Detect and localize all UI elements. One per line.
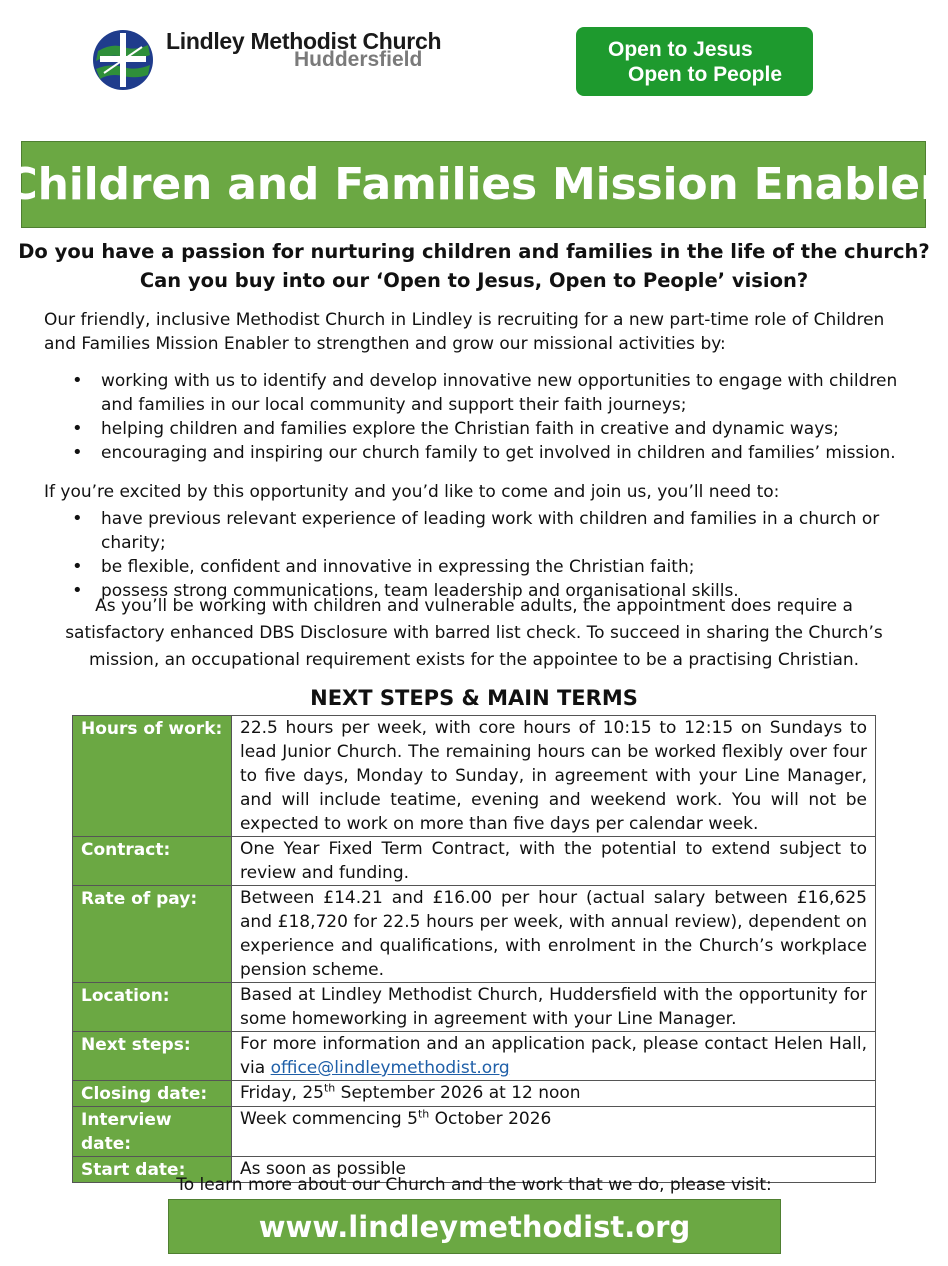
next-steps-value [232, 1032, 876, 1081]
interview-date-pre: Week commencing 5 [240, 1109, 418, 1129]
list-item: • encouraging and inspiring our church family to get involved in children and families’ mission. [72, 441, 922, 465]
table-row [73, 1081, 876, 1107]
church-place: Huddersfield [294, 48, 423, 71]
hours-label: Hours of work: [73, 716, 232, 837]
church-logo [88, 26, 528, 96]
table-row [73, 1107, 876, 1157]
list-item: • possess strong communications, team leadership and organisational skills. [72, 579, 922, 603]
closing-date-label: Closing date: [73, 1081, 232, 1107]
table-row [73, 716, 876, 837]
dbs-note: As you’ll be working with children and vulnerable adults, the appointment does require a satisfactory enhanced DBS Disclosure with barred list check. To succeed in sharing the Church’s mission, an occupational requirement exists for the appointee to be a practising Christian. [65, 596, 883, 670]
start-date-label: Start date: [73, 1157, 232, 1183]
page-title: Children and Families Mission Enabler [5, 159, 942, 210]
email-link[interactable]: office@lindleymethodist.org [270, 1058, 510, 1078]
pay-label: Rate of pay: [73, 886, 232, 983]
tagline-line-1: Open to Jesus [608, 38, 753, 61]
subheading-line-2: Can you buy into our ‘Open to Jesus, Open to People’ vision? [139, 269, 809, 292]
closing-date-post: September 2026 at 12 noon [335, 1083, 581, 1103]
next-steps-text: For more information and an application pack, please contact Helen Hall, via [240, 1034, 867, 1078]
interview-date-label: Interview date: [73, 1107, 232, 1157]
table-row [73, 1032, 876, 1081]
intro-paragraph: Our friendly, inclusive Methodist Church in Lindley is recruiting for a new part-time role of Children and Families Mission Enabler to strengthen and grow our missional activities by: [44, 310, 885, 354]
next-steps-label: Next steps: [73, 1032, 232, 1081]
closing-date-sup: th [323, 1081, 336, 1095]
location-value: Based at Lindley Methodist Church, Huddersfield with the opportunity for some homeworking in agreement with your Line Manager. [232, 983, 876, 1032]
website-url[interactable]: www.lindleymethodist.org [258, 1209, 691, 1244]
pay-value: Between £14.21 and £16.00 per hour (actual salary between £16,625 and £18,720 for 22.5 hours per week, with annual review), dependent on experience and qualifications, with enrolment in the Church’s workplace pension scheme. [232, 886, 876, 983]
terms-heading: NEXT STEPS & MAIN TERMS [310, 686, 638, 710]
list-item: • have previous relevant experience of leading work with children and families in a church or charity; [72, 507, 922, 555]
location-label: Location: [73, 983, 232, 1032]
list-item: • helping children and families explore the Christian faith in creative and dynamic ways; [72, 417, 922, 441]
website-banner[interactable] [168, 1199, 781, 1254]
subheading-line-1: Do you have a passion for nurturing children and families in the life of the church? [18, 240, 930, 263]
list-item: • be flexible, confident and innovative in expressing the Christian faith; [72, 555, 922, 579]
interview-date-post: October 2026 [429, 1109, 552, 1129]
requirements-intro: If you’re excited by this opportunity and you’d like to come and join us, you’ll need to: [44, 482, 780, 502]
church-name: Lindley Methodist Church [166, 28, 442, 54]
requirements-list [72, 507, 922, 603]
tagline-badge [576, 27, 813, 96]
contract-label: Contract: [73, 837, 232, 886]
methodist-cross-globe-icon [92, 29, 154, 91]
closing-date-value [232, 1081, 876, 1107]
activities-list [72, 369, 922, 465]
contract-value: One Year Fixed Term Contract, with the potential to extend subject to review and funding. [232, 837, 876, 886]
table-row [73, 886, 876, 983]
title-banner [5, 141, 942, 228]
tagline-line-2: Open to People [628, 63, 783, 86]
closing-date-pre: Friday, 25 [240, 1083, 324, 1103]
terms-table [72, 715, 876, 1183]
start-date-value: As soon as possible [232, 1157, 876, 1183]
learn-more-text: To learn more about our Church and the work that we do, please visit: [176, 1175, 772, 1195]
table-row [73, 837, 876, 886]
interview-date-value [232, 1107, 876, 1157]
hours-value: 22.5 hours per week, with core hours of 10:15 to 12:15 on Sundays to lead Junior Church. The remaining hours can be worked flexibly over four to five days, Monday to Sunday, in agreement with your Line Manager, and will include teatime, evening and weekend work. You will not be expected to work on more than five days per calendar week. [232, 716, 876, 837]
table-row [73, 983, 876, 1032]
list-item: • working with us to identify and develop innovative new opportunities to engage with children and families in our local community and support their faith journeys; [72, 369, 922, 417]
interview-date-sup: th [417, 1107, 430, 1121]
